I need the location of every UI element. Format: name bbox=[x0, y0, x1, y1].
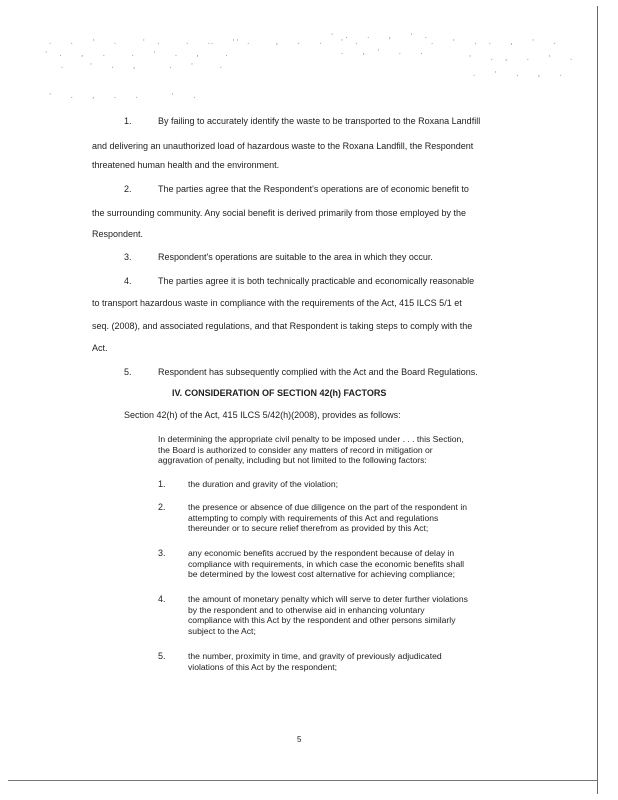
finding-number: 1. bbox=[124, 116, 132, 126]
finding-text-line: Act. bbox=[92, 343, 108, 353]
finding-text-line: Respondent's operations are suitable to the area in which they occur. bbox=[158, 252, 433, 262]
scan-border-right bbox=[597, 6, 598, 794]
factor-text bbox=[188, 502, 467, 534]
quote-line: In determining the appropriate civil penalty to be imposed under . . . this Section, bbox=[158, 434, 464, 444]
scan-border-bottom bbox=[8, 780, 598, 781]
finding-number: 2. bbox=[124, 184, 132, 194]
finding-text-line: The parties agree it is both technically practicable and economically reasonable bbox=[158, 276, 475, 286]
page-number: 5 bbox=[297, 735, 302, 744]
factor-text bbox=[188, 479, 338, 490]
factor-line: subject to the Act; bbox=[188, 625, 256, 636]
factor-line: thereunder or to secure relief therefrom as provided by this Act; bbox=[188, 523, 429, 533]
section-intro: Section 42(h) of the Act, 415 ILCS 5/42(h)(2008), provides as follows: bbox=[124, 410, 401, 420]
factor-line: violations of this Act by the respondent; bbox=[188, 661, 338, 672]
finding-text-line: threatened human health and the environment. bbox=[92, 160, 280, 170]
factor-number: 4. bbox=[158, 594, 166, 604]
factor-line: compliance with this Act by the respondent and other persons similarly bbox=[188, 615, 456, 625]
finding-text-line: Respondent. bbox=[92, 229, 144, 239]
factor-line: by the respondent and to otherwise aid in enhancing voluntary bbox=[188, 604, 425, 615]
section-heading: IV. CONSIDERATION OF SECTION 42(h) FACTORS bbox=[172, 388, 387, 398]
factor-line: the number, proximity in time, and gravity of previously adjudicated bbox=[188, 651, 442, 661]
finding-number: 5. bbox=[124, 367, 132, 377]
finding-text-line: By failing to accurately identify the waste to be transported to the Roxana Landfill bbox=[158, 116, 481, 126]
factor-line: the presence or absence of due diligence on the part of the respondent in bbox=[188, 502, 468, 512]
factor-line: the duration and gravity of the violation; bbox=[188, 479, 339, 489]
factor-line: compliance with requirements, in which case the economic benefits shall bbox=[188, 558, 465, 569]
factor-number: 3. bbox=[158, 548, 166, 558]
factor-text bbox=[188, 548, 464, 580]
finding-text-line: The parties agree that the Respondent's operations are of economic benefit to bbox=[158, 184, 469, 194]
finding-text-line: and delivering an unauthorized load of hazardous waste to the Roxana Landfill, the Respondent bbox=[92, 141, 474, 151]
quote-intro bbox=[158, 434, 464, 466]
factor-line: any economic benefits accrued by the respondent because of delay in bbox=[188, 548, 455, 558]
finding-text-line: seq. (2008), and associated regulations, and that Respondent is taking steps to comply with the bbox=[92, 321, 473, 331]
finding-text-line: to transport hazardous waste in compliance with the requirements of the Act, 415 ILCS 5/1 et bbox=[92, 298, 462, 308]
quote-line: the Board is authorized to consider any matters of record in mitigation or bbox=[158, 444, 433, 455]
finding-number: 3. bbox=[124, 252, 132, 262]
factor-line: the amount of monetary penalty which will serve to deter further violations bbox=[188, 594, 468, 604]
factor-text bbox=[188, 651, 442, 672]
factor-line: attempting to comply with requirements of this Act and regulations bbox=[188, 512, 439, 523]
factor-text bbox=[188, 594, 468, 636]
factor-line: be determined by the lowest cost alternative for achieving compliance; bbox=[188, 569, 456, 579]
finding-text-line: Respondent has subsequently complied with the Act and the Board Regulations. bbox=[158, 367, 478, 377]
factor-number: 5. bbox=[158, 651, 166, 661]
quote-line: aggravation of penalty, including but not limited to the following factors: bbox=[158, 455, 427, 465]
finding-number: 4. bbox=[124, 276, 132, 286]
factor-number: 1. bbox=[158, 479, 166, 489]
factor-number: 2. bbox=[158, 502, 166, 512]
finding-text-line: the surrounding community. Any social benefit is derived primarily from those employed by the bbox=[92, 208, 467, 218]
document-page: . . ' . ' . . . ' ' . , . . ' . , . . ' . , . ' . ' . , . . ' . . ' . , . . ' . ' . . , ' . . , ' . . . ' . . , ' . ' . , . ' . . ' . , . 1. By failing to accurately identify the waste to be transported to the Roxana Landfill and delivering an unauthorized load of hazardous waste to the Roxana Landfill, the Respondent threatened human health and the environment. 2. The parties agree that the Respondent's operations are of economic benefit to the surrounding community. Any social benefit is derived primarily from those employed by the Respondent. 3. Respondent's operations are suitable to the area in which they occur. 4. The parties agree it is both technically practicable and economically reasonable to transport hazardous waste in compliance with the requirements of the Act, 415 ILCS 5/1 et seq. (2008), and associated regulations, and that Respondent is taking steps to comply with the Act. 5. Respondent has subsequently complied with the Act and the Board Regulations. IV. CONSIDERATION OF SECTION 42(h) FACTORS Section 42(h) of the Act, 415 ILCS 5/42(h)(2008), provides as follows: In determining the appropriate civil penalty to be imposed under . . . this Section, the Board is authorized to consider any matters of record in mitigation or aggravation of penalty, including but not limited to the following factors: 1. the duration and gravity of the violation; 2. the presence or absence of due diligence on the part of the respondent in attempting to comply with requirements of this Act and regulations thereunder or to secure relief therefrom as provided by this Act; 3. any economic benefits accrued by the respondent because of delay in compliance with requirements, in which case the economic benefits shall be determined by the lowest cost alternative for achieving compliance; 4. the amount of monetary penalty which will serve to deter further violations by the respondent and to otherwise aid in enhancing voluntary compliance with this Act by the respondent and other persons similarly subject to the Act; 5. the number, proximity in time, and gravity of previously adjudicated violations of this Act by the respondent; 5 bbox=[0, 0, 618, 800]
